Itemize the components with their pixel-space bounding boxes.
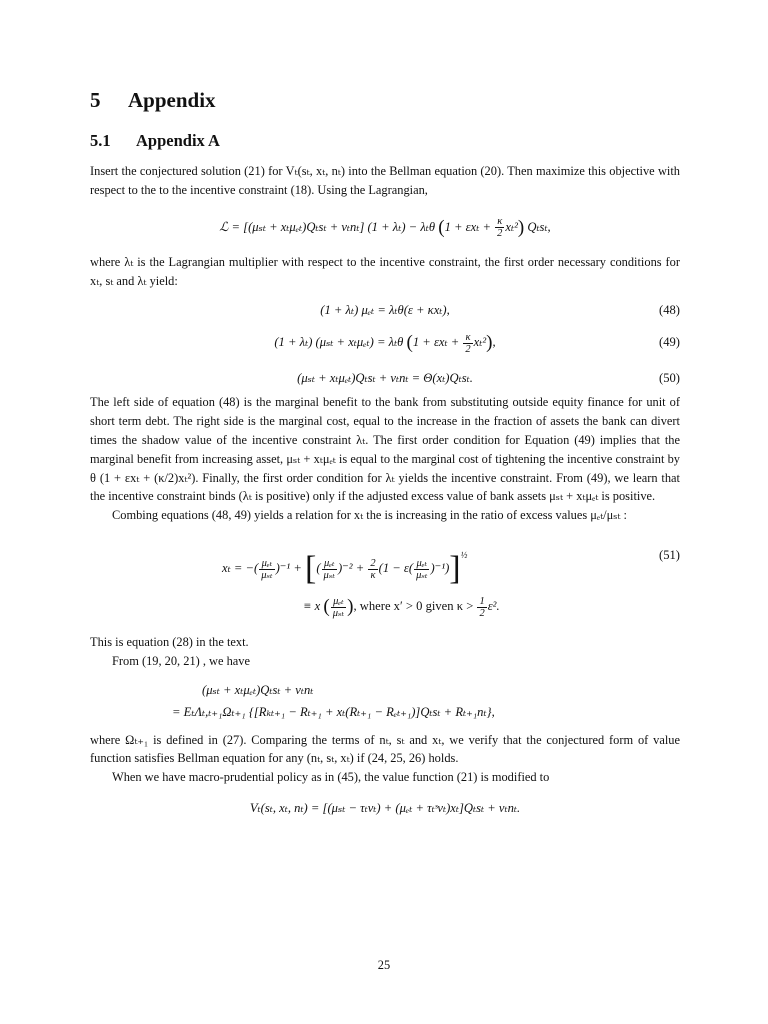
paren-open: (: [323, 596, 330, 618]
paragraph-intro: Insert the conjectured solution (21) for Vₜ(sₜ, xₜ, nₜ) into the Bellman equation (20). Then maximize this objective with respect to the to the incentive constraint (18). Using the Lagrangian,: [90, 164, 680, 197]
equation-bellman-line2: [90, 701, 680, 723]
eq49-tag: (49): [659, 335, 680, 350]
paren-close: ): [517, 216, 525, 238]
equation-lagrangian: [90, 214, 680, 241]
eq49-lhs: (1 + λₜ) (μₛₜ + xₜμₑₜ) = λₜθ: [274, 335, 404, 350]
eq49-mid: 1 + εxₜ +: [412, 335, 460, 350]
fraction-kappa-half: $\frac{\kappa}{2}$: [497, 216, 503, 240]
fraction-mu-ratio: $\frac{\text{μₑₜ}}{\text{μₛₜ}}$: [332, 595, 345, 619]
eq49-tail: ,: [492, 335, 496, 350]
paragraph-interpretation: The left side of equation (48) is the marginal benefit to the bank from substituting outside equity finance for unit of short term debt. The right side is the marginal cost, equal to the increase in the fraction of assets the bank can divert times the shadow value of the incentive constraint λₜ. The first order condition for Equation (49) implies that the marginal benefit from increasing asset, μₛₜ + xₜμₑₜ is equal to the marginal cost of tightening the incentive constraint by θ (1 + εxₜ + (κ/2)xₜ²). Finally, the first order condition for λₜ yields the incentive constraint. From (49), we learn that the incentive constraint binds (λₜ is positive) only if the adjusted excess value of bank assets μₛₜ + xₜμₑₜ is positive.: [90, 395, 680, 504]
paren-open: (: [438, 216, 445, 238]
eq51-lhs: xₜ = −(: [222, 560, 259, 575]
paper-page: [90, 86, 680, 819]
paren-close: ): [486, 332, 493, 354]
paren-open: (: [406, 332, 413, 354]
subsection-number: 5.1: [90, 131, 111, 150]
eq51-exponent: ½: [460, 549, 468, 560]
eq51-part4: )⁻¹): [430, 560, 450, 575]
equation-value-function: [90, 797, 680, 819]
paragraph-macroprudential: When we have macro-prudential policy as in (45), the value function (21) is modified to: [112, 770, 550, 785]
eq51-line2-b: , where x′ > 0 given κ >: [353, 598, 474, 613]
section-heading: [90, 86, 680, 114]
eq51-line2-c: ε².: [487, 598, 500, 613]
bellman-line1: (μₛₜ + xₜμₑₜ)Qₜsₜ + νₜnₜ: [202, 682, 314, 697]
fraction-kappa-half: $\frac{\kappa}{2}$: [465, 331, 471, 355]
eq51-part3: (1 − ε(: [378, 560, 414, 575]
paragraph-from: From (19, 20, 21) , we have: [112, 653, 250, 668]
eq49-end: xₜ²: [473, 335, 487, 350]
eq51-line2-a: ≡ x: [303, 598, 321, 613]
eq51-part2: )⁻² +: [337, 560, 365, 575]
value-function-body: Vₜ(sₜ, xₜ, nₜ) = [(μₛₜ − τₜνₜ) + (μₑₜ + τₜˢνₜ)xₜ]Qₜsₜ + νₜnₜ.: [249, 801, 521, 816]
eq51-part1: )⁻¹ +: [275, 560, 302, 575]
paragraph-verification: where Ωₜ₊₁ is defined in (27). Comparing the terms of nₜ, sₜ and xₜ, we verify that the conjectured form of value function satisfies Bellman equation for any (nₜ, sₜ, xₜ) if (24, 25, 26) holds.: [90, 732, 680, 766]
equation-49: [90, 328, 680, 357]
equation-51-line2: [90, 590, 680, 623]
fraction-two-kappa: $\frac{2}{\kappa}$: [370, 557, 376, 581]
fraction-one-half: $\frac{1}{2}$: [479, 595, 485, 619]
bracket-open: [: [305, 550, 317, 588]
subsection-heading: [90, 130, 680, 152]
fraction-mu-ratio: $\frac{\text{μₑₜ}}{\text{μₛₜ}}$: [323, 557, 335, 581]
section-title: Appendix: [128, 88, 216, 112]
eq48-tag: (48): [659, 303, 680, 318]
eq51-tag: (51): [659, 547, 680, 562]
lagrangian-mid: 1 + εxₜ +: [444, 219, 491, 234]
eq48-body: (1 + λₜ) μₑₜ = λₜθ(ε + κxₜ),: [320, 303, 450, 318]
paragraph-eq28: This is equation (28) in the text.: [90, 635, 249, 650]
equation-bellman-line1: [90, 679, 680, 701]
page-number: 25: [377, 958, 391, 972]
section-number: 5: [90, 88, 101, 112]
subsection-title: Appendix A: [136, 131, 220, 150]
lagrangian-tail: Qₜsₜ,: [527, 219, 551, 234]
equation-51-line1: xₜ = −( $\frac{\text{μₑₜ}}{\text{μₛₜ}}$ )⁻¹ + [( $\frac{\text{μₑₜ}}{\text{μₛₜ}}$ )⁻² + $\frac{2}{\kappa}$ (1 − ε( $\frac{\text{μₑₜ}}{\text{μₛₜ}}$ )⁻¹)]$^{\frac{1}{2}}$ (51): [90, 537, 680, 586]
paragraph-combining: Combing equations (48, 49) yields a relation for xₜ the is increasing in the ratio of excess values μₑₜ/μₛₜ :: [112, 508, 627, 523]
fraction-mu-ratio: $\frac{\text{μₑₜ}}{\text{μₛₜ}}$: [416, 557, 428, 581]
lagrangian-lhs: ℒ = [(μₛₜ + xₜμₑₜ)Qₜsₜ + νₜnₜ] (1 + λₜ) − λₜθ: [219, 219, 436, 234]
equation-50: [90, 367, 680, 389]
lagrangian-end: xₜ²: [505, 219, 518, 234]
paragraph-foc: where λₜ is the Lagrangian multiplier with respect to the incentive constraint, the first order necessary conditions for xₜ, sₜ and λₜ yield:: [90, 254, 680, 288]
equation-48: [90, 298, 680, 322]
fraction-mu-ratio: $\frac{\text{μₑₜ}}{\text{μₛₜ}}$: [261, 557, 273, 581]
eq50-body: (μₛₜ + xₜμₑₜ)Qₜsₜ + νₜnₜ = Θ(xₜ)Qₜsₜ.: [297, 371, 473, 386]
bracket-close: ]: [449, 550, 461, 588]
paren-close: ): [347, 596, 354, 618]
bellman-line2: = EₜΛₜ,ₜ₊₁Ωₜ₊₁ {[Rₖₜ₊₁ − Rₜ₊₁ + xₜ(Rₜ₊₁ − Rₑₜ₊₁)]Qₜsₜ + Rₜ₊₁nₜ},: [172, 704, 495, 719]
eq50-tag: (50): [659, 371, 680, 386]
